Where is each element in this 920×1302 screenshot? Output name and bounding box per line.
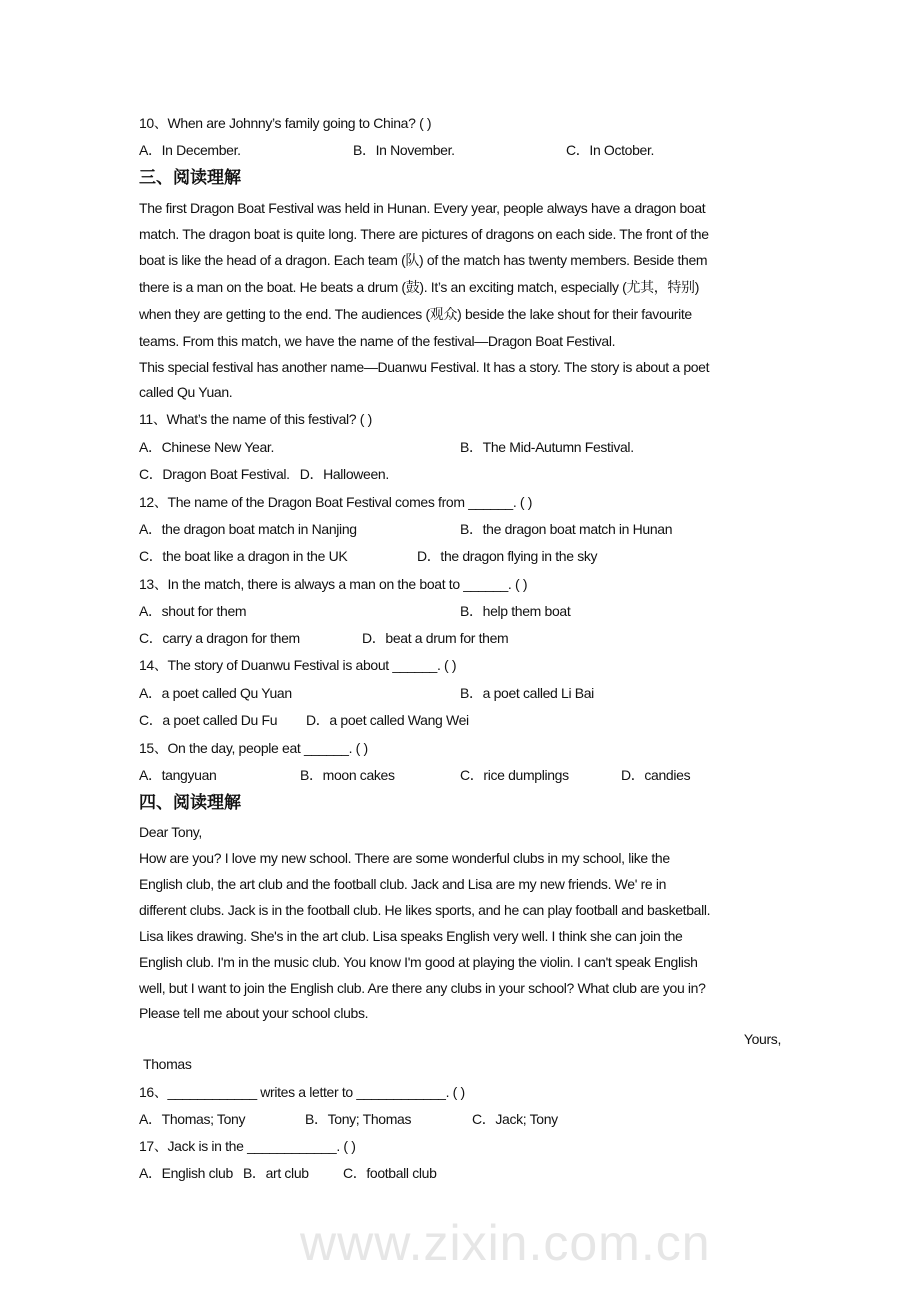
passage-line: boat is like the head of a dragon. Each team (队) of the match has twenty members. Beside them bbox=[139, 252, 708, 268]
section-4-heading: 四、阅读理解 bbox=[139, 793, 241, 813]
option-b[interactable]: B．moon cakes bbox=[300, 767, 395, 783]
letter-line: English club. I'm in the music club. You know I'm good at playing the violin. I can't speak English bbox=[139, 954, 698, 970]
letter-line: Lisa likes drawing. She's in the art club. Lisa speaks English very well. I think she can join the bbox=[139, 928, 683, 944]
option-d[interactable]: D．a poet called Wang Wei bbox=[306, 712, 469, 728]
options-11 bbox=[139, 438, 644, 456]
letter-line: Please tell me about your school clubs. bbox=[139, 1005, 369, 1021]
passage-line: teams. From this match, we have the name of the festival—Dragon Boat Festival. bbox=[139, 333, 616, 349]
question-10: 10、When are Johnny’s family going to China? ( ) bbox=[139, 115, 432, 131]
letter-closing: Yours, bbox=[743, 1031, 781, 1047]
options-12b bbox=[139, 547, 607, 565]
letter-signature: Thomas bbox=[143, 1056, 192, 1072]
option-a[interactable]: A．the dragon boat match in Nanjing bbox=[139, 521, 357, 537]
option-b[interactable]: B．art club bbox=[242, 1165, 309, 1181]
passage-line: called Qu Yuan. bbox=[139, 384, 233, 400]
options-11b bbox=[139, 465, 399, 483]
question-12: 12、The name of the Dragon Boat Festival comes from ______. ( ) bbox=[139, 494, 533, 510]
options-10 bbox=[139, 141, 664, 159]
passage-line: This special festival has another name—Duanwu Festival. It has a story. The story is about a poet bbox=[139, 359, 710, 375]
option-b[interactable]: B．a poet called Li Bai bbox=[460, 685, 594, 701]
question-15: 15、On the day, people eat ______. ( ) bbox=[139, 740, 368, 756]
passage-line: The first Dragon Boat Festival was held in Hunan. Every year, people always have a dragon boat bbox=[139, 200, 706, 216]
letter-line: different clubs. Jack is in the football club. He likes sports, and he can play football and basketball. bbox=[139, 902, 711, 918]
option-a[interactable]: A．In December. bbox=[139, 142, 241, 158]
watermark: www.zixin.com.cn bbox=[300, 1215, 711, 1271]
options-16 bbox=[139, 1110, 568, 1128]
letter-greeting: Dear Tony, bbox=[139, 824, 202, 840]
section-3-heading: 三、阅读理解 bbox=[139, 168, 241, 188]
question-16: 16、____________ writes a letter to ____________. ( ) bbox=[139, 1084, 465, 1100]
option-d[interactable]: D．candies bbox=[621, 767, 691, 783]
option-d[interactable]: D．Halloween. bbox=[299, 466, 389, 482]
question-13: 13、In the match, there is always a man on the boat to ______. ( ) bbox=[139, 576, 528, 592]
options-13b bbox=[139, 629, 518, 647]
option-c[interactable]: C．football club bbox=[342, 1165, 437, 1181]
options-14 bbox=[139, 684, 604, 702]
question-17: 17、Jack is in the ____________. ( ) bbox=[139, 1138, 356, 1154]
option-b[interactable]: B．help them boat bbox=[460, 603, 571, 619]
option-b[interactable]: B．In November. bbox=[353, 142, 455, 158]
letter-line: How are you? I love my new school. There are some wonderful clubs in my school, like the bbox=[139, 850, 670, 866]
option-a[interactable]: A．Thomas; Tony bbox=[139, 1111, 246, 1127]
option-c[interactable]: C．Jack; Tony bbox=[472, 1111, 558, 1127]
option-c[interactable]: C．In October. bbox=[566, 142, 655, 158]
options-12 bbox=[139, 520, 682, 538]
option-b[interactable]: B．Tony; Thomas bbox=[305, 1111, 412, 1127]
option-a[interactable]: A．tangyuan bbox=[139, 767, 217, 783]
passage-line: when they are getting to the end. The audiences (观众) beside the lake shout for their favourite bbox=[139, 306, 692, 322]
question-14: 14、The story of Duanwu Festival is about ______. ( ) bbox=[139, 657, 457, 673]
option-c[interactable]: C．a poet called Du Fu bbox=[139, 712, 278, 728]
options-13 bbox=[139, 602, 580, 620]
question-11: 11、What’s the name of this festival? ( ) bbox=[139, 411, 372, 427]
option-a[interactable]: A．a poet called Qu Yuan bbox=[139, 685, 292, 701]
option-c[interactable]: C．rice dumplings bbox=[460, 767, 569, 783]
option-c[interactable]: C．Dragon Boat Festival. bbox=[139, 466, 290, 482]
option-b[interactable]: B．The Mid-Autumn Festival. bbox=[460, 439, 634, 455]
letter-line: English club, the art club and the football club. Jack and Lisa are my new friends. We' re in bbox=[139, 876, 667, 892]
passage-line: there is a man on the boat. He beats a drum (鼓). It’s an exciting match, especially (尤其，特别) bbox=[139, 279, 700, 295]
options-17 bbox=[139, 1164, 447, 1182]
option-c[interactable]: C．the boat like a dragon in the UK bbox=[139, 548, 348, 564]
option-d[interactable]: D．the dragon flying in the sky bbox=[417, 548, 598, 564]
option-a[interactable]: A．shout for them bbox=[139, 603, 247, 619]
options-15 bbox=[139, 766, 700, 784]
passage-line: match. The dragon boat is quite long. There are pictures of dragons on each side. The front of the bbox=[139, 226, 709, 242]
option-a[interactable]: A．English club bbox=[139, 1165, 233, 1181]
letter-line: well, but I want to join the English club. Are there any clubs in your school? What club are you in? bbox=[139, 980, 706, 996]
option-c[interactable]: C．carry a dragon for them bbox=[139, 630, 300, 646]
options-14b bbox=[139, 711, 479, 729]
option-b[interactable]: B．the dragon boat match in Hunan bbox=[460, 521, 673, 537]
option-d[interactable]: D．beat a drum for them bbox=[362, 630, 509, 646]
option-a[interactable]: A．Chinese New Year. bbox=[139, 439, 274, 455]
